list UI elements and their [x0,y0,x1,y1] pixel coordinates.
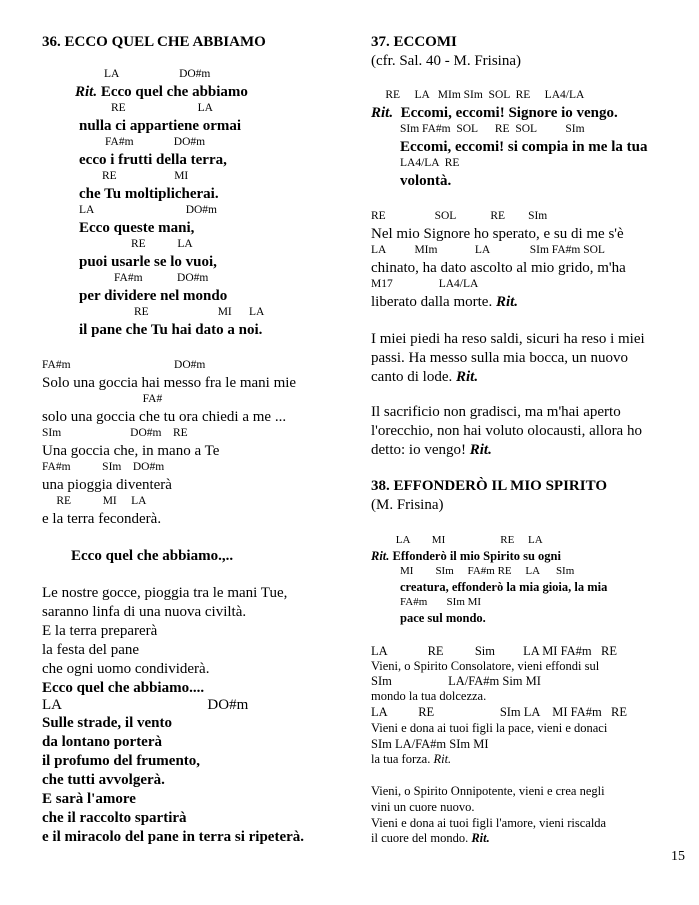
chord-line: FA# [42,393,163,405]
verse-line: che ogni uomo condividerà. [42,661,210,677]
verse-line: Una goccia che, in mano a Te [42,443,220,459]
rit-reference: Rit. [455,369,479,385]
chord-line: RE MI LA [42,495,147,507]
verse-line: Vieni, o Spirito Onnipotente, vieni e crea negli [371,784,605,798]
final-line: il profumo del frumento, [42,753,201,769]
refrain-reference: Ecco quel che abbiamo.,.. [71,548,234,564]
chord-line: FA#m DO#m [105,136,206,148]
verse-line: Le nostre gocce, pioggia tra le mani Tue, [42,585,288,601]
chord-line: SIm DO#m RE [42,427,188,439]
verse-line: saranno linfa di una nuova civiltà. [42,604,247,620]
chord-line: LA DO#m [79,204,217,216]
verse-line: Vieni, o Spirito Consolatore, vieni effondi sul [371,659,600,673]
rit-label: Rit. [371,549,390,563]
refrain-reference: Ecco quel che abbiamo.... [42,680,205,696]
chorus-line: puoi usarle se lo vuoi, [79,254,217,270]
rit-reference: Rit. [433,752,452,766]
chord-line: FA#m SIm MI [400,596,482,608]
chord-line: RE LA [111,102,213,114]
verse-line: chinato, ha dato ascolto al mio grido, m'ha [371,260,626,276]
chord-line: FA#m DO#m [42,359,206,371]
song-37-subtitle: (cfr. Sal. 40 - M. Frisina) [371,53,521,69]
verse-line: la festa del pane [42,642,140,658]
rit-label: Rit. [75,84,98,100]
chord-line: LA DO#m [42,697,249,713]
chorus-line: per dividere nel mondo [79,288,228,304]
chord-line: RE SOL RE SIm [371,210,548,222]
song-36-title: 36. ECCO QUEL CHE ABBIAMO [42,34,266,50]
verse-line: passi. Ha messo sulla mia bocca, un nuovo [371,350,629,366]
verse-line: Solo una goccia hai messo fra le mani mie [42,375,297,391]
chorus-line: Ecco queste mani, [79,220,195,236]
final-line: che il raccolto spartirà [42,810,187,826]
verse-line: Nel mio Signore ho sperato, e su di me s'è [371,226,624,242]
final-line: Sulle strade, il vento [42,715,172,731]
chorus-line: Rit. Effonderò il mio Spirito su ogni [371,549,561,563]
chorus-line: ecco i frutti della terra, [79,152,227,168]
song-38-subtitle: (M. Frisina) [371,497,444,513]
verse-line: il cuore del mondo. Rit. [371,831,490,845]
chord-line: SIm LA/FA#m SIm MI [371,737,489,751]
verse-line: Vieni e dona ai tuoi figli la pace, vieni e donaci [371,721,608,735]
chord-line: M17 LA4/LA [371,278,479,290]
verse-line: Il sacrificio non gradisci, ma m'hai aperto [371,404,621,420]
final-line: da lontano porterà [42,734,162,750]
chorus-line: Rit. Ecco quel che abbiamo [75,84,248,100]
chord-line: SIm LA/FA#m Sim MI [371,674,541,688]
verse-line: canto di lode. Rit. [371,369,479,385]
chord-line: MI SIm FA#m RE LA SIm [400,565,575,577]
verse-line: vini un cuore nuovo. [371,800,475,814]
song-38-title: 38. EFFONDERÒ IL MIO SPIRITO [371,478,608,494]
chorus-line: creatura, effonderò la mia gioia, la mia [400,580,608,594]
chord-line: FA#m DO#m [114,272,209,284]
chord-line: LA MIm LA SIm FA#m SOL [371,244,605,256]
song-37-title: 37. ECCOMI [371,34,457,50]
final-line: e il miracolo del pane in terra si ripeterà. [42,829,305,845]
final-line: E sarà l'amore [42,791,136,807]
chord-line: RE MI [102,170,189,182]
chorus-line: Rit. Eccomi, eccomi! Signore io vengo. [371,105,618,121]
verse-line: solo una goccia che tu ora chiedi a me ... [42,409,287,425]
chord-line: LA RE SIm LA MI FA#m RE [371,705,628,719]
chorus-line: volontà. [400,173,452,189]
chorus-line: pace sul mondo. [400,611,486,625]
verse-line: e la terra feconderà. [42,511,162,527]
chorus-line: il pane che Tu hai dato a noi. [79,322,263,338]
rit-label: Rit. [371,105,394,121]
verse-line: E la terra preparerà [42,623,158,639]
verse-line: l'orecchio, non hai voluto olocausti, allora ho [371,423,642,439]
rit-reference: Rit. [469,442,492,458]
chord-line: RE LA MIm SIm SOL RE LA4/LA [371,89,585,101]
chorus-line: nulla ci appartiene ormai [79,118,242,134]
chord-line: RE LA [131,238,193,250]
chord-line: LA4/LA RE [400,157,460,169]
verse-line: I miei piedi ha reso saldi, sicuri ha reso i miei [371,331,645,347]
chord-line: SIm FA#m SOL RE SOL SIm [400,123,585,135]
chorus-line: Eccomi, eccomi! si compia in me la tua [400,139,648,155]
verse-line: liberato dalla morte. Rit. [371,294,519,310]
verse-line: Vieni e dona ai tuoi figli l'amore, vieni riscalda [371,816,607,830]
rit-reference: Rit. [495,294,519,310]
chord-line: FA#m SIm DO#m [42,461,165,473]
chord-line: LA RE Sim LA MI FA#m RE [371,644,617,658]
chord-line: LA DO#m [104,68,211,80]
chord-line: LA MI RE LA [371,534,543,546]
verse-line: detto: io vengo! Rit. [371,442,492,458]
rit-reference: Rit. [471,831,490,845]
chorus-line: che Tu moltiplicherai. [79,186,219,202]
verse-line: mondo la tua dolcezza. [371,689,487,703]
verse-line: la tua forza. Rit. [371,752,452,766]
page-number: 15 [671,849,685,864]
final-line: che tutti avvolgerà. [42,772,165,788]
chord-line: RE MI LA [134,306,265,318]
verse-line: una pioggia diventerà [42,477,172,493]
